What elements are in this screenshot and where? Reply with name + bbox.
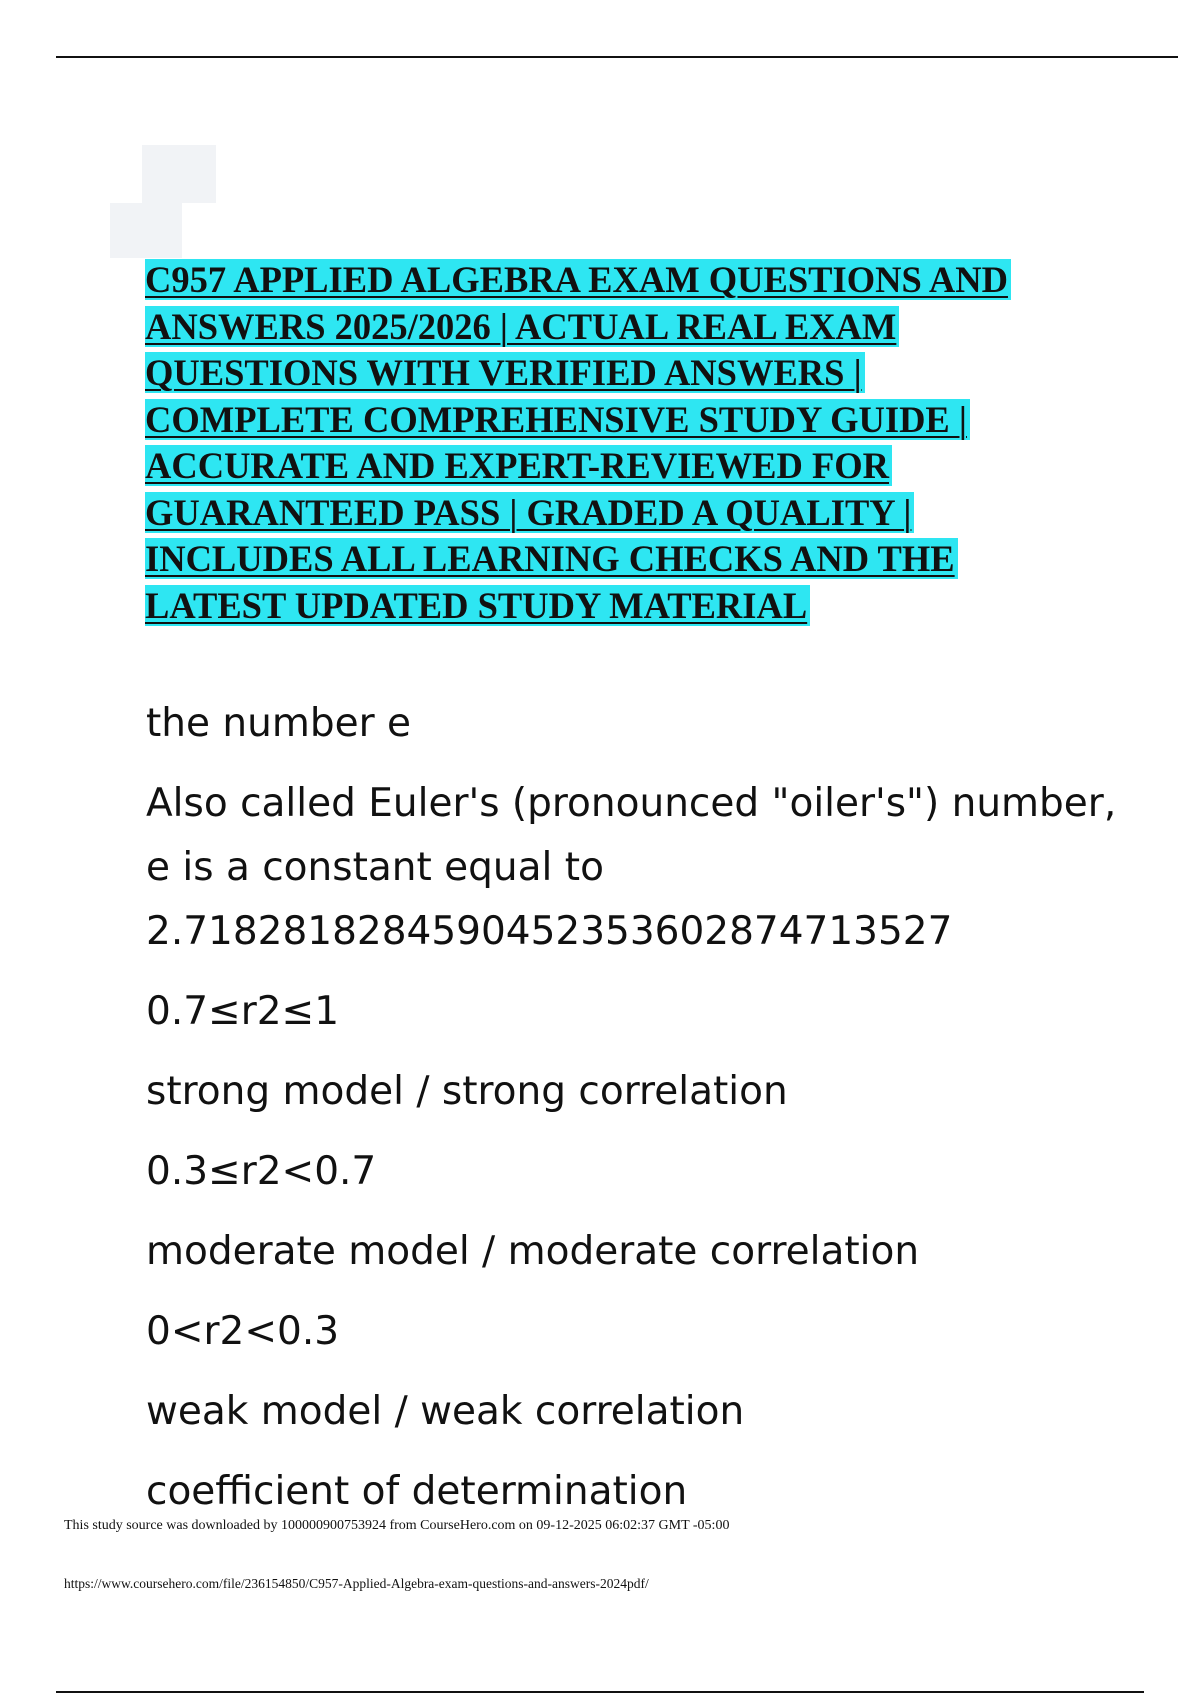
definition-strong-model: strong model / strong correlation — [146, 1069, 788, 1114]
term-weak-range: 0<r2<0.3 — [146, 1309, 340, 1354]
title-line: GUARANTEED PASS | GRADED A QUALITY | — [145, 490, 1125, 537]
term-strong-range: 0.7≤r2≤1 — [146, 989, 340, 1034]
title-line: ANSWERS 2025/2026 | ACTUAL REAL EXAM — [145, 304, 1125, 351]
flashcard-list — [146, 692, 1146, 1540]
definition-weak-model: weak model / weak correlation — [146, 1389, 745, 1434]
title-line: QUESTIONS WITH VERIFIED ANSWERS | — [145, 350, 1125, 397]
document-title — [145, 257, 1125, 629]
faded-logo-block-1 — [142, 145, 216, 203]
top-rule — [56, 56, 1178, 58]
definition-moderate-model: moderate model / moderate correlation — [146, 1229, 920, 1274]
bottom-rule — [56, 1691, 1144, 1693]
title-line: ACCURATE AND EXPERT-REVIEWED FOR — [145, 443, 1125, 490]
source-url[interactable]: https://www.coursehero.com/file/236154850/C957-Applied-Algebra-exam-questions-and-answers-2024pdf/ — [64, 1576, 649, 1591]
term-the-number-e: the number e — [146, 701, 412, 746]
title-line: INCLUDES ALL LEARNING CHECKS AND THE — [145, 536, 1125, 583]
definition-euler-number: Also called Euler's (pronounced "oiler's") number, e is a constant equal to 2.718281828459045235360287471352​7 — [146, 781, 1117, 954]
term-moderate-range: 0.3≤r2<0.7 — [146, 1149, 377, 1194]
faded-logo-block-2 — [110, 203, 182, 258]
term-coefficient-of-determination: coefficient of determination — [146, 1469, 688, 1514]
title-line: LATEST UPDATED STUDY MATERIAL — [145, 583, 1125, 630]
title-line: C957 APPLIED ALGEBRA EXAM QUESTIONS AND — [145, 257, 1125, 304]
title-line: COMPLETE COMPREHENSIVE STUDY GUIDE | — [145, 397, 1125, 444]
download-source-note: This study source was downloaded by 100000900753924 from CourseHero.com on 09-12-2025 06:02:37 GMT -05:00 — [64, 1518, 730, 1533]
